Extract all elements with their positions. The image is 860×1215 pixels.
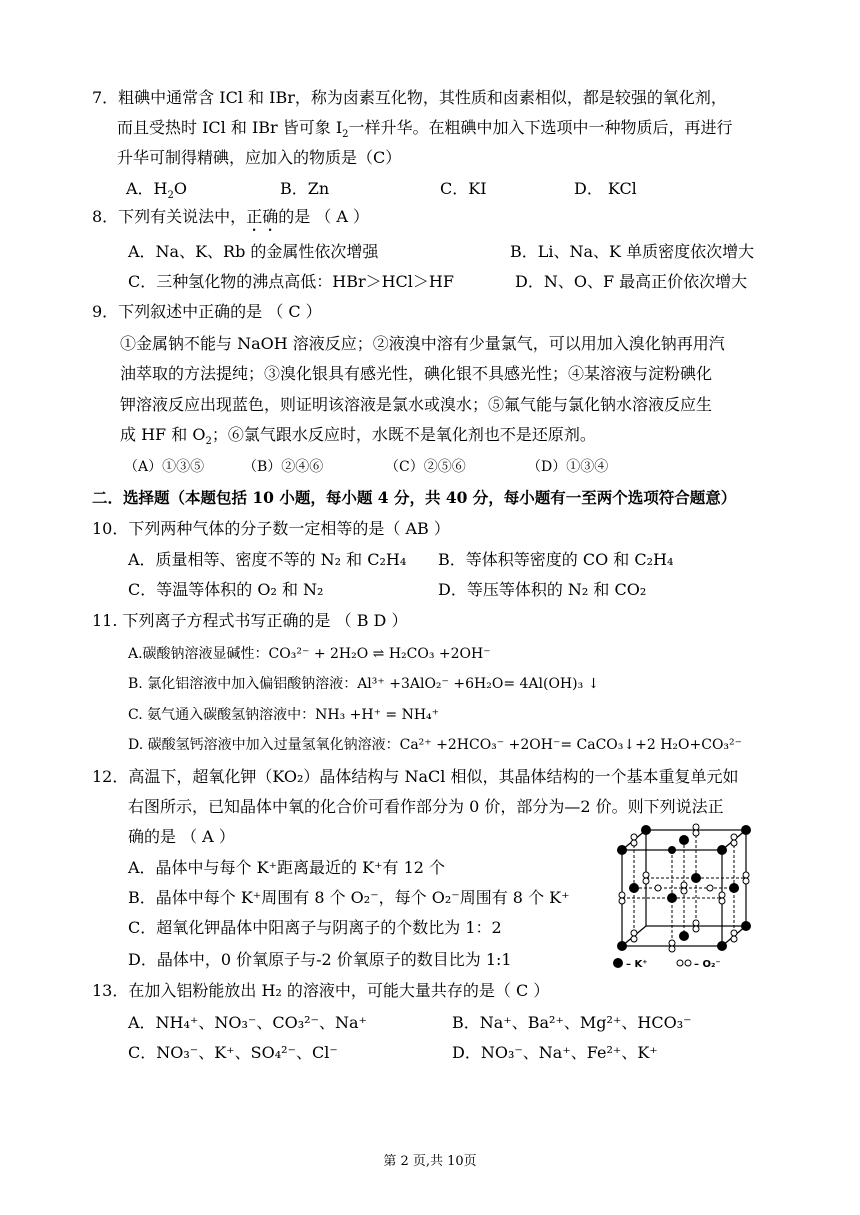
q9-line3: 钾溶液反应出现蓝色，则证明该溶液是氯水或溴水；⑤氟气能与氯化钠水溶液反应生 bbox=[120, 395, 713, 414]
q9-option-a: （A）①③⑤ bbox=[124, 459, 205, 475]
q11-option-b: B. 氯化铝溶液中加入偏铝酸钠溶液：Al³⁺ +3AlO₂⁻ +6H₂O= 4Al(OH)₃ ↓ bbox=[128, 676, 600, 692]
q12-option-b: B．晶体中每个 K⁺周围有 8 个 O₂⁻，每个 O₂⁻周围有 8 个 K⁺ bbox=[128, 888, 570, 907]
q8-option-d: D．N、O、F 最高正价依次增大 bbox=[515, 272, 748, 291]
q13-stem: 13．在加入铝粉能放出 H₂ 的溶液中，可能大量共存的是（ C ） bbox=[92, 981, 550, 1000]
q13-option-b: B．Na⁺、Ba²⁺、Mg²⁺、HCO₃⁻ bbox=[452, 1013, 692, 1032]
section-2-heading: 二．选择题（本题包括 10 小题，每小题 4 分，共 40 分，每小题有一至两个选项符合题意） bbox=[92, 488, 737, 507]
page-footer: 第 2 页,共 10页 bbox=[383, 1154, 477, 1169]
q7-line3: 升华可制得精碘，应加入的物质是（C） bbox=[117, 148, 402, 167]
q7-option-d: D． KCl bbox=[574, 179, 637, 198]
q7-line2: 而且受热时 ICl 和 IBr 皆可象 $I_2$一样升华。在粗碘中加入下选项中一种物质后，再进行 bbox=[117, 118, 733, 141]
legend-k-label: – K⁺ bbox=[626, 959, 648, 970]
q10-option-b: B．等体积等密度的 CO 和 C₂H₄ bbox=[438, 550, 674, 569]
q11-option-a: A.碳酸钠溶液显碱性：CO₃²⁻ + 2H₂O ⇌ H₂CO₃ +2OH⁻ bbox=[128, 646, 491, 662]
q12-option-c: C．超氧化钾晶体中阳离子与阴离子的个数比为 1：2 bbox=[128, 918, 502, 937]
q13-option-c: C．NO₃⁻、K⁺、SO₄²⁻、Cl⁻ bbox=[128, 1043, 338, 1062]
q11-option-d: D. 碳酸氢钙溶液中加入过量氢氧化钠溶液：Ca²⁺ +2HCO₃⁻ +2OH⁻= CaCO₃↓+2 H₂O+CO₃²⁻ bbox=[128, 737, 743, 753]
q10-stem: 10．下列两种气体的分子数一定相等的是（ AB ） bbox=[92, 519, 450, 538]
q8-option-a: A．Na、K、Rb 的金属性依次增强 bbox=[128, 242, 379, 261]
q9-line1: ①金属钠不能与 NaOH 溶液反应；②液溴中溶有少量氯气，可以用加入溴化钠再用汽 bbox=[120, 334, 725, 353]
q9-line4: 成 HF 和 $O_2$；⑥氯气跟水反应时，水既不是氧化剂也不是还原剂。 bbox=[120, 425, 596, 448]
q9-stem: 9．下列叙述中正确的是 （ C ） bbox=[92, 302, 322, 321]
q12-option-a: A．晶体中与每个 K⁺距离最近的 K⁺有 12 个 bbox=[128, 858, 446, 877]
q8-option-b: B．Li、Na、K 单质密度依次增大 bbox=[510, 242, 755, 261]
ko2-crystal-structure-figure bbox=[608, 822, 766, 972]
q11-option-c: C. 氨气通入碳酸氢钠溶液中：NH₃ +H⁺ = NH₄⁺ bbox=[128, 707, 440, 723]
q7-option-c: C．KI bbox=[440, 179, 487, 198]
q7-line1: 7．粗碘中通常含 ICl 和 IBr，称为卤素互化物，其性质和卤素相似，都是较强的氧化剂， bbox=[92, 88, 727, 107]
q11-stem: 11. 下列离子方程式书写正确的是 （ B D ） bbox=[92, 611, 408, 630]
q9-line2: 油萃取的方法提纯；③溴化银具有感光性，碘化银不具感光性；④某溶液与淀粉碘化 bbox=[120, 364, 713, 383]
q13-option-d: D．NO₃⁻、Na⁺、Fe²⁺、K⁺ bbox=[452, 1043, 658, 1062]
q10-option-a: A．质量相等、密度不等的 N₂ 和 C₂H₄ bbox=[128, 550, 407, 569]
q7-option-a: A．$H_2O$ bbox=[126, 179, 188, 202]
q12-line2: 右图所示，已知晶体中氧的化合价可看作部分为 0 价，部分为—2 价。则下列说法正 bbox=[128, 797, 724, 816]
q7-option-b: B．Zn bbox=[280, 179, 330, 198]
q13-option-a: A．NH₄⁺、NO₃⁻、CO₃²⁻、Na⁺ bbox=[128, 1013, 367, 1032]
legend-o-label: – O₂⁻ bbox=[694, 959, 721, 970]
q9-option-b: （B）②④⑥ bbox=[243, 459, 324, 475]
q10-option-d: D．等压等体积的 N₂ 和 CO₂ bbox=[438, 580, 647, 599]
q12-line1: 12．高温下，超氧化钾（KO₂）晶体结构与 NaCl 相似，其晶体结构的一个基本重复单元如 bbox=[92, 767, 739, 786]
q8-option-c: C．三种氢化物的沸点高低：HBr＞HCl＞HF bbox=[128, 272, 454, 291]
legend-k-marker bbox=[613, 958, 623, 968]
q12-line3: 确的是 （ A ） bbox=[128, 827, 235, 846]
q12-option-d: D．晶体中，0 价氧原子与-2 价氧原子的数目比为 1:1 bbox=[128, 950, 512, 969]
q8-stem: 8．下列有关说法中，正确的是 （ A ） bbox=[92, 207, 370, 226]
q10-option-c: C．等温等体积的 O₂ 和 N₂ bbox=[128, 580, 324, 599]
legend-o-marker bbox=[677, 960, 683, 966]
q9-option-c: （C）②⑤⑥ bbox=[385, 459, 466, 475]
q9-option-d: （D）①③④ bbox=[527, 459, 609, 475]
